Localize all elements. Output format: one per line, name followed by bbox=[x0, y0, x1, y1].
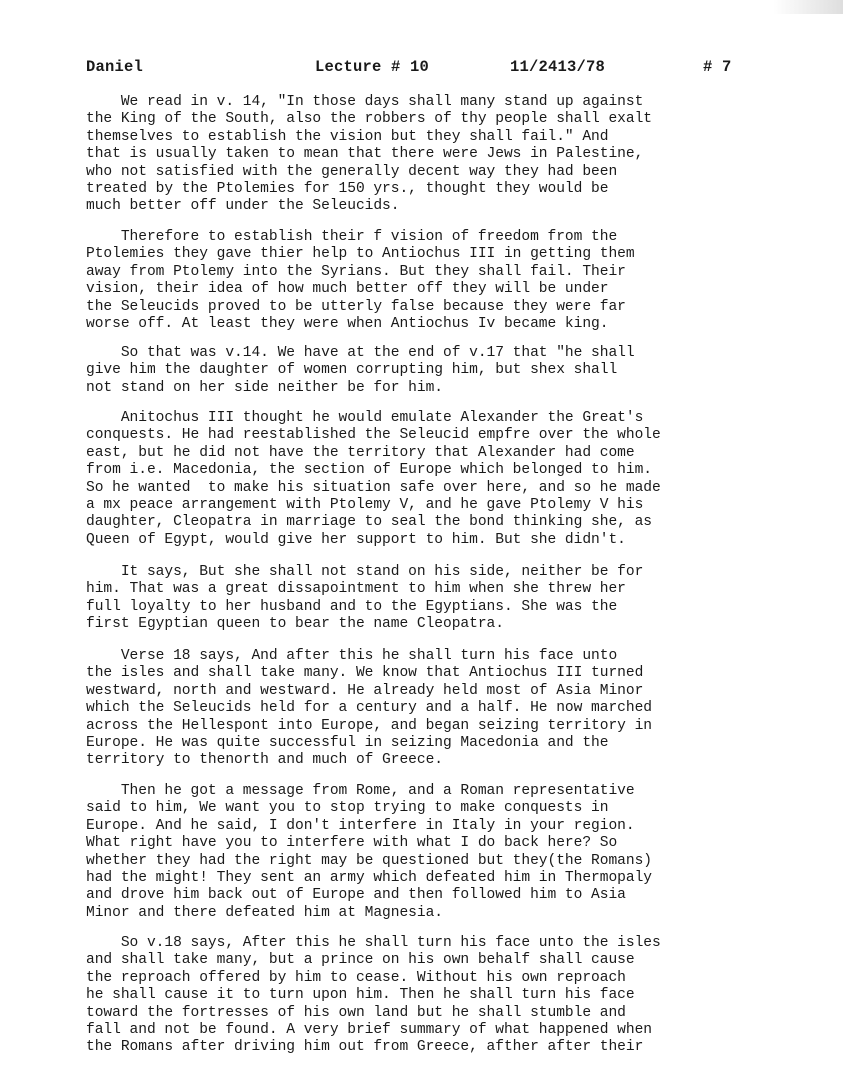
text-line: he shall cause it to turn upon him. Then he shall turn his face bbox=[86, 987, 635, 1004]
text-line: Therefore to establish their f vision of freedom from the bbox=[86, 229, 618, 245]
text-line: the Romans after driving him out from Greece, afther after their bbox=[86, 1039, 644, 1056]
header-date: 11/2413/78 bbox=[510, 58, 606, 76]
text-line: So v.18 says, After this he shall turn his face unto the isles bbox=[86, 935, 661, 951]
text-line: Queen of Egypt, would give her support to him. But she didn't. bbox=[86, 531, 626, 548]
text-line: had the might! They sent an army which defeated him in Thermopaly bbox=[86, 869, 652, 886]
text-line: the reproach offered by him to cease. Without his own reproach bbox=[86, 969, 626, 986]
text-line: worse off. At least they were when Antiochus Iv became king. bbox=[86, 315, 609, 332]
text-line: Then he got a message from Rome, and a Roman representative bbox=[86, 783, 635, 799]
text-line: much better off under the Seleucids. bbox=[86, 198, 400, 215]
text-line: daughter, Cleopatra in marriage to seal the bond thinking she, as bbox=[86, 514, 652, 531]
paragraph-2 bbox=[86, 229, 786, 333]
text-line: the King of the South, also the robbers of thy people shall exalt bbox=[86, 111, 652, 128]
text-line: not stand on her side neither be for him. bbox=[86, 379, 444, 396]
text-line: Ptolemies they gave thier help to Antiochus III in getting them bbox=[86, 246, 635, 263]
text-line: which the Seleucids held for a century and a half. He now marched bbox=[86, 700, 652, 717]
paragraph-3 bbox=[86, 345, 786, 397]
text-line: conquests. He had reestablished the Seleucid empfre over the whole bbox=[86, 427, 661, 444]
text-line: Minor and there defeated him at Magnesia. bbox=[86, 904, 444, 921]
text-line: whether they had the right may be questioned but they(the Romans) bbox=[86, 852, 652, 869]
paragraph-8 bbox=[86, 935, 786, 1057]
text-line: away from Ptolemy into the Syrians. But they shall fail. Their bbox=[86, 263, 626, 280]
text-line: and shall take many, but a prince on his own behalf shall cause bbox=[86, 952, 635, 969]
header-title: Daniel bbox=[86, 58, 144, 76]
text-line: Anitochus III thought he would emulate Alexander the Great's bbox=[86, 410, 644, 426]
text-line: give him the daughter of women corrupting him, but shex shall bbox=[86, 362, 618, 379]
paragraph-7 bbox=[86, 783, 786, 922]
text-line: the Seleucids proved to be utterly false because they were far bbox=[86, 298, 626, 315]
text-line: across the Hellespont into Europe, and began seizing territory in bbox=[86, 717, 652, 734]
text-line: that is usually taken to mean that there were Jews in Palestine, bbox=[86, 146, 644, 163]
text-line: treated by the Ptolemies for 150 yrs., thought they would be bbox=[86, 180, 609, 197]
paragraph-6 bbox=[86, 648, 786, 770]
header-lecture-number: Lecture # 10 bbox=[315, 58, 430, 76]
scan-artifact bbox=[773, 0, 843, 14]
text-line: and drove him back out of Europe and then followed him to Asia bbox=[86, 887, 626, 904]
text-line: It says, But she shall not stand on his side, neither be for bbox=[86, 564, 644, 580]
text-line: What right have you to interfere with what I do back here? So bbox=[86, 835, 618, 852]
paragraph-5 bbox=[86, 564, 786, 634]
page-header bbox=[86, 58, 766, 80]
paragraph-1 bbox=[86, 94, 786, 216]
text-line: toward the fortresses of his own land but he shall stumble and bbox=[86, 1004, 626, 1021]
text-line: westward, north and westward. He already held most of Asia Minor bbox=[86, 682, 644, 699]
paragraph-4 bbox=[86, 410, 786, 549]
header-page-number: # 7 bbox=[703, 58, 732, 76]
text-line: east, but he did not have the territory that Alexander had come bbox=[86, 444, 635, 461]
text-line: said to him, We want you to stop trying to make conquests in bbox=[86, 800, 609, 817]
text-line: who not satisfied with the generally decent way they had been bbox=[86, 163, 618, 180]
text-line: from i.e. Macedonia, the section of Europe which belonged to him. bbox=[86, 462, 652, 479]
text-line: the isles and shall take many. We know that Antiochus III turned bbox=[86, 665, 644, 682]
text-line: themselves to establish the vision but they shall fail." And bbox=[86, 128, 609, 145]
text-line: vision, their idea of how much better off they will be under bbox=[86, 281, 609, 298]
text-line: full loyalty to her husband and to the Egyptians. She was the bbox=[86, 598, 618, 615]
text-line: fall and not be found. A very brief summary of what happened when bbox=[86, 1021, 652, 1038]
text-line: a mx peace arrangement with Ptolemy V, and he gave Ptolemy V his bbox=[86, 496, 644, 513]
text-line: We read in v. 14, "In those days shall many stand up against bbox=[86, 94, 644, 110]
text-line: Europe. And he said, I don't interfere in Italy in your region. bbox=[86, 817, 635, 834]
text-line: Europe. He was quite successful in seizing Macedonia and the bbox=[86, 734, 609, 751]
text-line: So he wanted to make his situation safe over here, and so he made bbox=[86, 479, 661, 496]
text-line: So that was v.14. We have at the end of v.17 that "he shall bbox=[86, 345, 635, 361]
text-line: Verse 18 says, And after this he shall turn his face unto bbox=[86, 648, 618, 664]
text-line: first Egyptian queen to bear the name Cleopatra. bbox=[86, 616, 504, 633]
text-line: him. That was a great dissapointment to him when she threw her bbox=[86, 581, 626, 598]
text-line: territory to thenorth and much of Greece. bbox=[86, 752, 444, 769]
